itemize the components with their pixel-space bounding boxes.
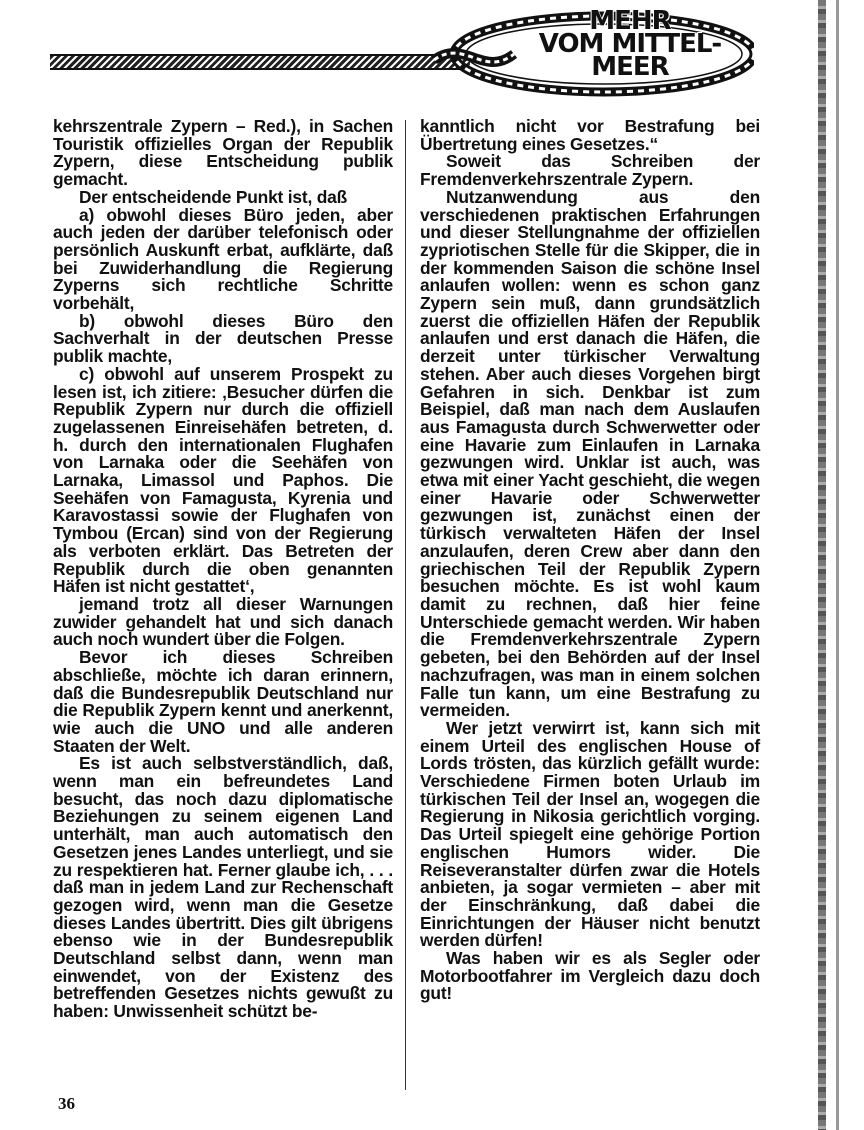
page-number: 36 — [58, 1094, 75, 1113]
paragraph: Der entscheidende Punkt ist, daß — [79, 186, 348, 207]
section-title — [495, 6, 765, 82]
right-column — [420, 118, 760, 1003]
paragraph: jemand trotz all dieser Warnungen zuwider gehandelt hat und sich danach auch noch wundert über die Folgen. — [53, 593, 393, 650]
page-edge-shadow — [818, 0, 826, 1130]
left-column — [53, 118, 393, 1021]
paragraph: kanntlich nicht vor Bestrafung bei Übertretung eines Gesetzes.“ — [420, 116, 760, 154]
paragraph: b) obwohl dieses Büro den Sachverhalt in der deutschen Presse publik machte, — [53, 310, 393, 367]
paragraph: Nutzanwendung aus den verschiedenen praktischen Erfahrungen und dieser Stellungnahme der offiziellen zypriotischen Stelle für die Skipper, die in der kommenden Saison die schöne Insel anlaufen wollen: wenn es schon ganz Zypern sein muß, dann grundsätzlich zuerst die offiziellen Häfen der Republik anlaufen und erst danach die Häfen, die derzeit unter türkischer Verwaltung stehen. Aber auch dieses Vorgehen birgt Gefahren in sich. Denkbar ist zum Beispiel, daß man nach dem Auslaufen aus Famagusta durch Schwerwetter oder eine Havarie zum Einlaufen in Larnaka gezwungen wird. Unklar ist auch, was etwa mit einer Yacht geschieht, die wegen einer Havarie oder Schwerwetter gezwungen ist, zunächst einen der türkisch verwalteten Häfen der Insel anzulaufen, deren Crew aber dann den griechischen Teil der Republik Zypern besuchen möchte. Es ist wohl kaum damit zu rechnen, daß hier feine Unterschiede gemacht werden. Wir haben die Fremdenverkehrszentrale Zypern gebeten, bei den Behörden auf der Insel nachzufragen, was man in einem solchen Falle tun kann, um eine Bestrafung zu vermeiden. — [420, 186, 760, 721]
title-line-2: VOM MITTEL- — [538, 29, 722, 59]
page-edge-line — [836, 0, 839, 1130]
rope-decoration — [50, 54, 470, 70]
paragraph: Es ist auch selbstverständlich, daß, wenn man ein befreundetes Land besucht, das noch dazu diplomatische Beziehungen zu seinem eigenen Land unterhält, man auch automatisch den Gesetzen jenes Landes unterliegt, und sie zu respektieren hat. Ferner glaube ich, . . . daß man in jedem Land zur Rechenschaft gezogen wird, wenn man die Gesetze dieses Landes übertritt. Dies gilt übrigens ebenso wie in der Bundesrepublik Deutschland selbst dann, wenn man einwendet, von der Existenz des betreffenden Gesetzes nichts gewußt zu haben: Unwissenheit schützt be- — [53, 753, 393, 1022]
paragraph: Bevor ich dieses Schreiben abschließe, möchte ich daran erinnern, daß die Bundesrepublik Deutschland nur die Republik Zypern kennt und anerkennt, wie auch die UNO und alle anderen Staaten der Welt. — [53, 647, 393, 756]
paragraph: Wer jetzt verwirrt ist, kann sich mit einem Urteil des englischen House of Lords trösten, das kürzlich gefällt wurde: Verschiedene Firmen boten Urlaub im türkischen Teil der Insel an, wogegen die Regierung in Nikosia gerichtlich vorging. Das Urteil spiegelt eine gehörige Portion englischen Humors wider. Die Reiseveranstalter dürfen zwar die Hotels anbieten, ja sogar vermieten – aber mit der Einschränkung, daß dabei die Einrichtungen der Häuser nicht benutzt werden dürfen! — [420, 717, 760, 951]
column-divider — [405, 120, 406, 1090]
paragraph: a) obwohl dieses Büro jeden, aber auch jeden der darüber telefonisch oder persönlich Auskunft erbat, aufklärte, daß bei Zuwiderhandlung die Regierung Zyperns sich rechtliche Schritte vorbehält, — [53, 204, 393, 314]
title-line-1: MEHR — [589, 6, 671, 36]
paragraph: kehrszentrale Zypern – Red.), in Sachen Touristik offizielles Organ der Republik Zypern, diese Entscheidung publik gemacht. — [53, 116, 393, 190]
paragraph: Soweit das Schreiben der Fremdenverkehrszentrale Zypern. — [420, 151, 760, 190]
paragraph: Was haben wir es als Segler oder Motorbootfahrer im Vergleich dazu doch gut! — [420, 948, 760, 1004]
title-line-3: MEER — [591, 52, 669, 82]
paragraph: c) obwohl auf unserem Prospekt zu lesen ist, ich zitiere: ‚Besucher dürfen die Republik Zypern nur durch die offiziell zugelassenen Einreisehäfen betreten, d. h. durch den internationalen Flughafen von Larnaka oder die Seehäfen von Larnaka, Limassol und Paphos. Die Seehäfen von Famagusta, Kyrenia und Karavostassi sowie der Flughafen von Tymbou (Ercan) sind von der Regierung als verboten erklärt. Das Betreten der Republik durch die oben genannten Häfen ist nicht gestattet‘, — [53, 363, 393, 597]
